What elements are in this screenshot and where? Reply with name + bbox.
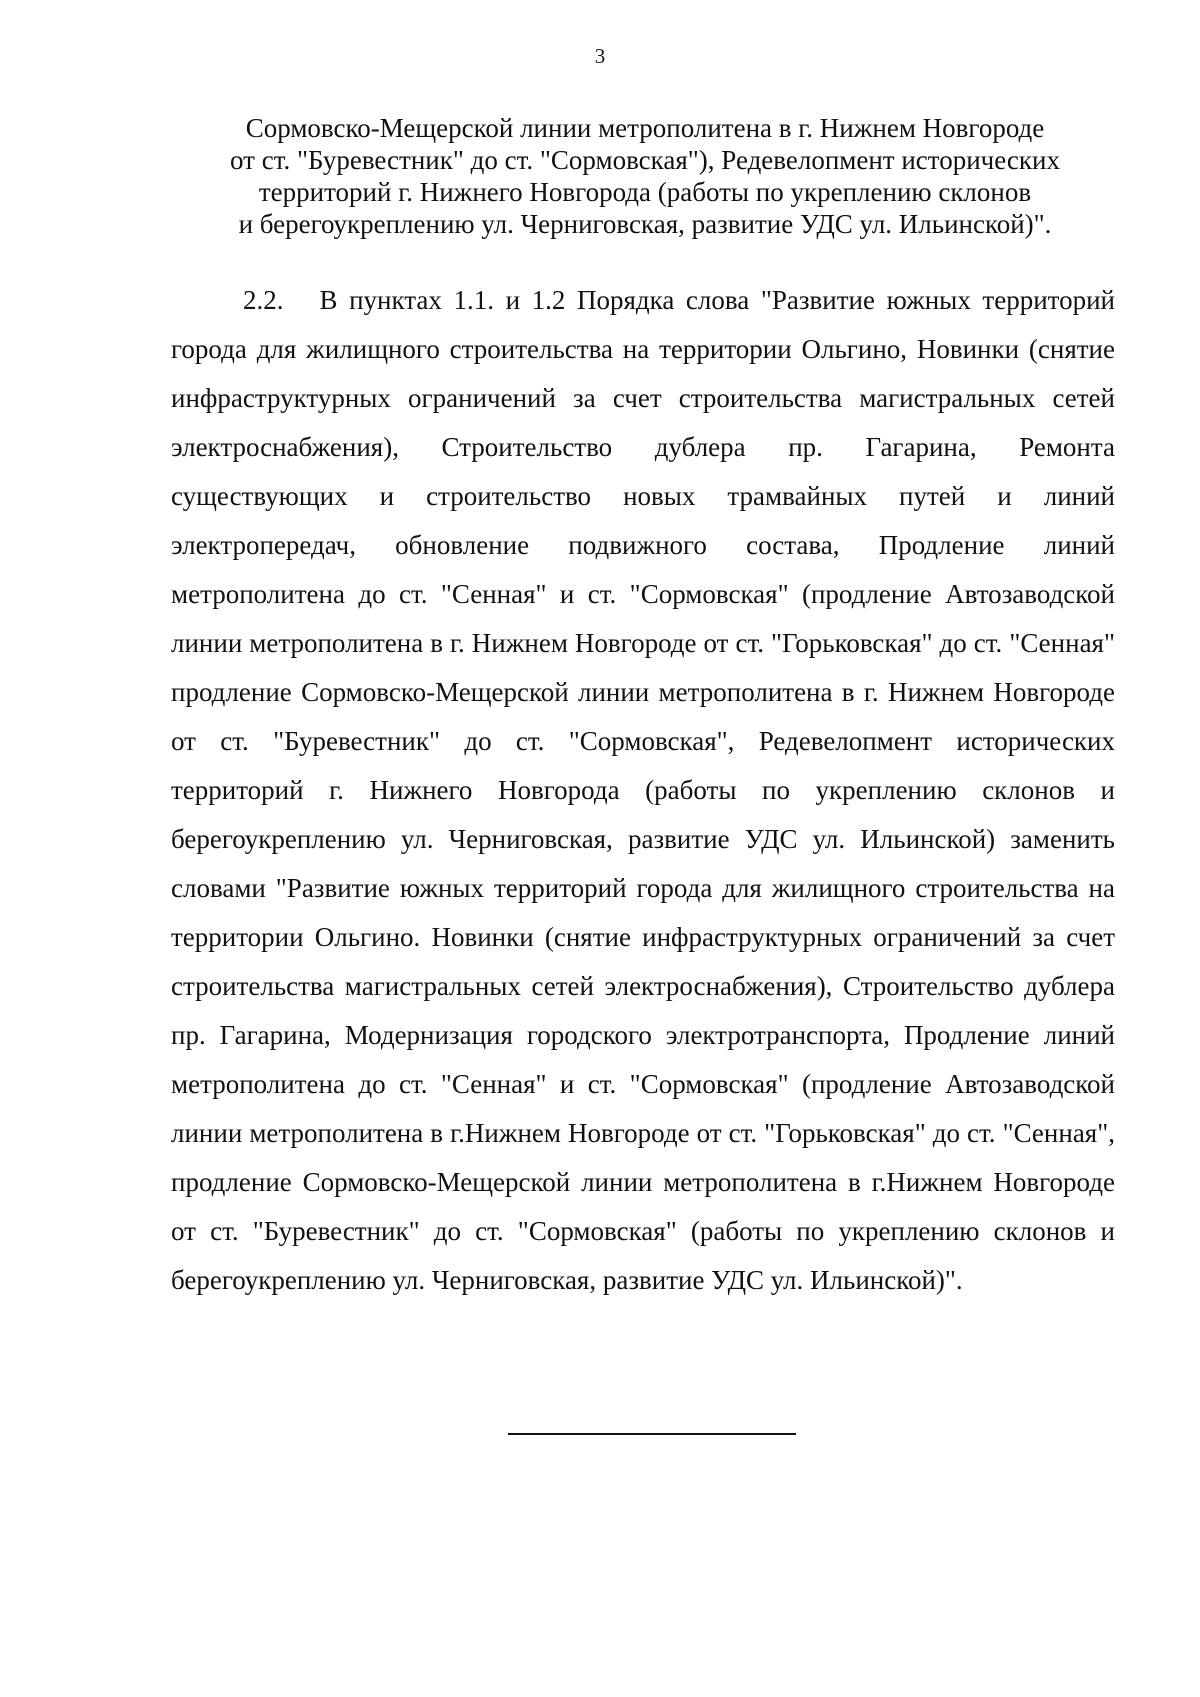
paragraph-number: 2.2.	[243, 285, 284, 315]
continuation-line: территорий г. Нижнего Новгорода (работы по укреплению склонов	[258, 177, 1032, 207]
end-of-document-rule	[508, 1433, 796, 1435]
paragraph-text: В пунктах 1.1. и 1.2 Порядка слова "Развитие южных территорий города для жилищного строительства на территории Ольгино, Новинки (снятие инфраструктурных ограничений за счет строительства магистральных сетей электроснабжения), Строительство дублера пр. Гагарина, Ремонта существующих и строительство новых трамвайных путей и линий электропередач, обновление подвижного состава, Продление линий метрополитена до ст. "Сенная" и ст. "Сормовская" (продление Автозаводской линии метрополитена в г. Нижнем Новгороде от ст. "Горьковская" до ст. "Сенная" продление Сормовско-Мещерской линии метрополитена в г. Нижнем Новгороде от ст. "Буревестник" до ст. "Сормовская", Редевелопмент исторических территорий г. Нижнего Новгорода (работы по укреплению склонов и берегоукреплению ул. Черниговская, развитие УДС ул. Ильинской) заменить словами "Развитие южных территорий города для жилищного строительства на территории Ольгино. Новинки (снятие инфраструктурных ограничений за счет строительства магистральных сетей электроснабжения), Строительство дублера пр. Гагарина, Модернизация городского электротранспорта, Продление линий метрополитена до ст. "Сенная" и ст. "Сормовская" (продление Автозаводской линии метрополитена в г.Нижнем Новгороде от ст. "Горьковская" до ст. "Сенная", продление Сормовско-Мещерской линии метрополитена в г.Нижнем Новгороде от ст. "Буревестник" до ст. "Сормовская" (работы по укреплению склонов и берегоукреплению ул. Черниговская, развитие УДС ул. Ильинской)".	[171, 285, 1115, 1295]
continuation-line: от ст. "Буревестник" до ст. "Сормовская"), Редевелопмент исторических	[230, 145, 1060, 175]
continuation-block	[130, 112, 1160, 240]
continuation-line: Сормовско-Мещерской линии метрополитена в г. Нижнем Новгороде	[245, 113, 1045, 143]
page-number: 3	[594, 44, 606, 68]
continuation-line: и берегоукреплению ул. Черниговская, развитие УДС ул. Ильинской)".	[238, 209, 1052, 239]
paragraph-2-2	[171, 276, 1115, 1305]
